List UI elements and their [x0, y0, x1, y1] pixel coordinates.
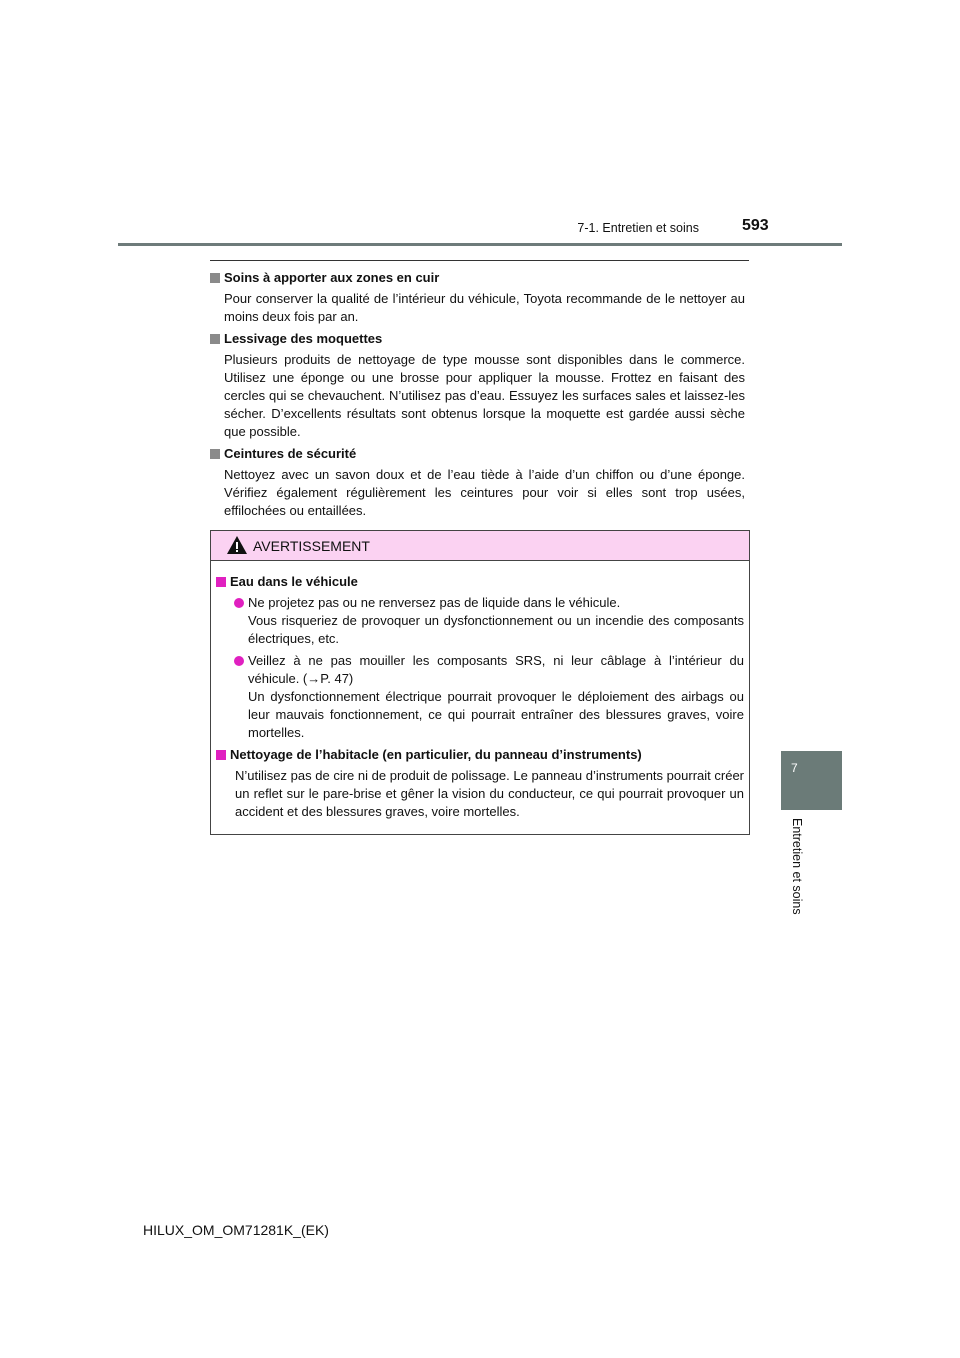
- warning-box: [210, 530, 750, 835]
- round-bullet-icon: [234, 598, 244, 608]
- chapter-number: 7: [791, 761, 798, 775]
- bullet-item: [216, 652, 744, 742]
- bullet-text: Un dysfonctionnement électrique pourrait provoquer le déploiement des airbags ou leur mauvais fonctionnement, ce qui pourrait entraîner des blessures graves, voire mortelles.: [248, 689, 744, 740]
- paragraph: Nettoyez avec un savon doux et de l’eau tiède à l’aide d’un chiffon ou d’une éponge. Vérifiez également régulièrement les ceintures pour voir si elles sont trop usées, effilochées ou entaillées.: [224, 467, 745, 518]
- section-header: 7-1. Entretien et soins: [577, 221, 699, 235]
- square-bullet-icon: [210, 334, 220, 344]
- section-heading: [210, 330, 750, 348]
- heading-text: Lessivage des moquettes: [224, 331, 383, 346]
- paragraph: Plusieurs produits de nettoyage de type mousse sont disponibles dans le commerce. Utilisez une éponge ou une brosse pour appliquer la mousse. Frottez en faisant des cercles qui se chevauchent. N’utilisez pas d’eau. Essuyez les surfaces sales et laissez-les sécher. D’excellents résultats sont obtenus lorsque la moquette est gardée aussi sèche que possible.: [224, 352, 745, 439]
- chapter-label: [788, 818, 808, 928]
- heading-text: Eau dans le véhicule: [230, 574, 358, 589]
- warning-triangle-icon: [226, 535, 248, 555]
- divider: [210, 260, 749, 261]
- paragraph: Pour conserver la qualité de l’intérieur du véhicule, Toyota recommande de le nettoyer au moins deux fois par an.: [224, 291, 745, 324]
- bullet-text: Veillez à ne pas mouiller les composants SRS, ni leur câblage à l’intérieur du véhicule. (→P. 47): [248, 653, 744, 686]
- round-bullet-icon: [234, 656, 244, 666]
- section-heading: [210, 445, 750, 463]
- bullet-item: [216, 594, 744, 648]
- bullet-text: Vous risqueriez de provoquer un dysfonctionnement ou un incendie des composants électriques, etc.: [248, 613, 744, 646]
- chapter-label-text: Entretien et soins: [790, 818, 804, 915]
- square-bullet-icon: [210, 449, 220, 459]
- document-code: HILUX_OM_OM71281K_(EK): [143, 1222, 329, 1238]
- warning-header: [211, 531, 749, 561]
- bullet-text: Ne projetez pas ou ne renversez pas de liquide dans le véhicule.: [248, 595, 621, 610]
- chapter-tab: [781, 751, 842, 810]
- heading-text: Soins à apporter aux zones en cuir: [224, 270, 440, 285]
- square-bullet-icon: [210, 273, 220, 283]
- heading-text: Ceintures de sécurité: [224, 446, 357, 461]
- square-bullet-icon: [216, 577, 226, 587]
- header-rule: [118, 243, 842, 246]
- body-content: [210, 269, 750, 524]
- section-heading: [210, 269, 750, 287]
- warning-body: [211, 561, 749, 821]
- warning-paragraph: N’utilisez pas de cire ni de produit de polissage. Le panneau d’instruments pourrait créer un reflet sur le pare-brise et gêner la vision du conducteur, ce qui pourrait provoquer un accident et des blessures graves, voire mortelles.: [235, 768, 744, 819]
- heading-text: Nettoyage de l’habitacle (en particulier, du panneau d’instruments): [230, 747, 642, 762]
- square-bullet-icon: [216, 750, 226, 760]
- warning-title: AVERTISSEMENT: [253, 538, 370, 554]
- warning-heading: [216, 573, 744, 591]
- warning-heading: [216, 746, 744, 764]
- page-number: 593: [742, 217, 769, 234]
